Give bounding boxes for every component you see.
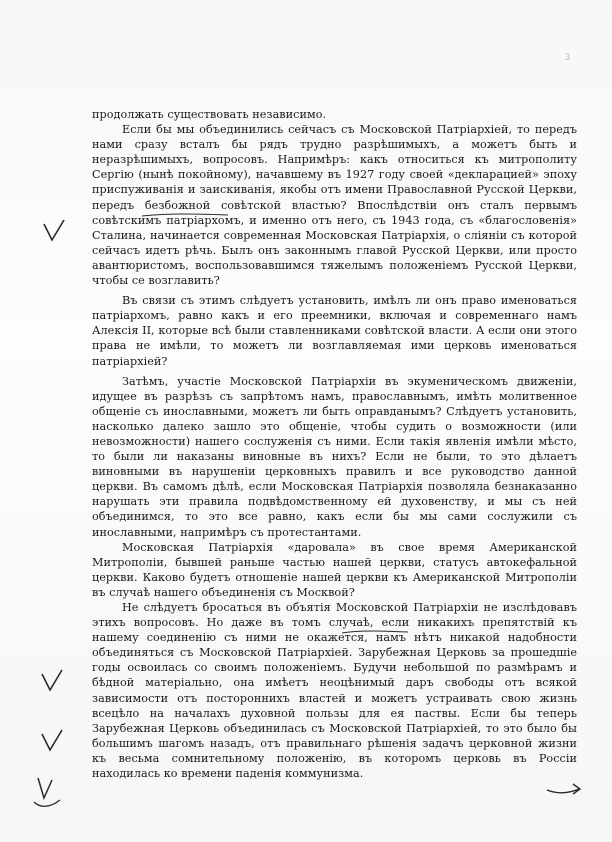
- paragraph-5: Московская Патріархія «даровала» въ свое время Американской Митрополіи, бывшей раньше частью нашей церкви, статусъ автокефальной церкви. Каково будетъ отношеніе нашей церкви къ Американской Митрополіи въ случаѣ нашего объединенія съ Москвой?: [92, 540, 577, 599]
- paragraph-4: Затѣмъ, участіе Московской Патріархіи въ экуменическомъ движеніи, идущее въ разрѣзъ съ запрѣтомъ намъ, православнымъ, имѣть молитвенное общеніе съ инославными, можетъ ли быть оправданымъ? Слѣдуетъ установить, насколько далеко зашло это общеніе, чтобы судить о возможности (или невозможности) нашего сослуженія съ ними. Если такія явленія имѣли мѣсто, то были ли наказаны виновные въ нихъ? Если не были, то это дѣлаетъ виновными въ нарушеніи церковныхъ правилъ и все руководство данной церкви. Въ самомъ дѣлѣ, если Московская Патріархія позволяла безнаказанно нарушать эти правила подвѣдомственному ей духовенству, и мы съ ней объединимся, то это все равно, какъ если бы мы сами сослужили съ инославными, напримѣръ съ протестантами.: [92, 374, 577, 539]
- page-number: 3: [565, 52, 571, 62]
- paragraph-3: Въ связи съ этимъ слѣдуетъ установить, имѣлъ ли онъ право именоваться патріархомъ, равно какъ и его преемники, включая и современнаго намъ Алексія II, которые всѣ были ставленниками совѣтской власти. А если они этого права не имѣли, то можетъ ли возглавляемая ими церковь именоваться патріархіей?: [92, 294, 577, 368]
- arrow-right-icon: [545, 780, 585, 800]
- paragraph-6: Не слѣдуетъ бросаться въ объятія Московской Патріархіи не изслѣдовавъ этихъ вопросовъ. Но даже въ томъ случаѣ, если никакихъ препятствій къ нашему соединенію съ ними не окажется, намъ нѣтъ никакой надобности объединяться съ Московской Патріархіей. Зарубежная Церковь за прошедшіе годы освоилась со своимъ положеніемъ. Будучи небольшой по размѣрамъ и бѣдной матеріально, она имѣетъ неоцѣнимый даръ свободы отъ всякой зависимости отъ постороннихъ властей и можетъ устраивать свою жизнь всецѣло на началахъ духовной пользы для ея паствы. Если бы теперь Зарубежная Церковь объединилась съ Московской Патріархіей, то это было бы большимъ шагомъ назадъ, отъ правильнаго рѣшенія задачъ церковной жизни къ весьма сомнительному положенію, въ которомъ церковь въ Россіи находилась ко времени паденія коммунизма.: [92, 601, 577, 781]
- underline-mark: [340, 625, 410, 637]
- paragraph-1: продолжать существовать независимо.: [92, 108, 327, 121]
- checkmark-icon: [38, 668, 66, 694]
- checkmark-icon: [38, 728, 66, 754]
- underline-mark: [140, 208, 230, 220]
- scribble-icon: [30, 774, 66, 810]
- paragraph-2: Если бы мы объединились сейчасъ съ Московской Патріархіей, то передъ нами сразу всталъ бы рядъ трудно разрѣшимыхъ, а можетъ быть и неразрѣшимыхъ, вопросовъ. Напримѣръ: какъ относиться къ митрополиту Сергію (нынѣ покойному), начавшему въ 1927 году своей «декларацией» эпоху приспуживанія и заискиванія, якобы отъ имени Православной Русской Церкви, передъ безбожной совѣтской властью? Впослѣдствіи онъ сталъ первымъ совѣтскимъ патріархомъ, и именно отъ него, съ 1943 года, съ «благословенія» Сталина, начинается современная Московская Патріархія, о сліяніи съ которой сейчасъ идетъ рѣчь. Былъ онъ законнымъ главой Русской Церкви, или просто авантюристомъ, воспользовавшимся тяжелымъ положеніемъ Русской Церкви, чтобы се возглавить?: [92, 123, 577, 288]
- checkmark-icon: [40, 218, 68, 244]
